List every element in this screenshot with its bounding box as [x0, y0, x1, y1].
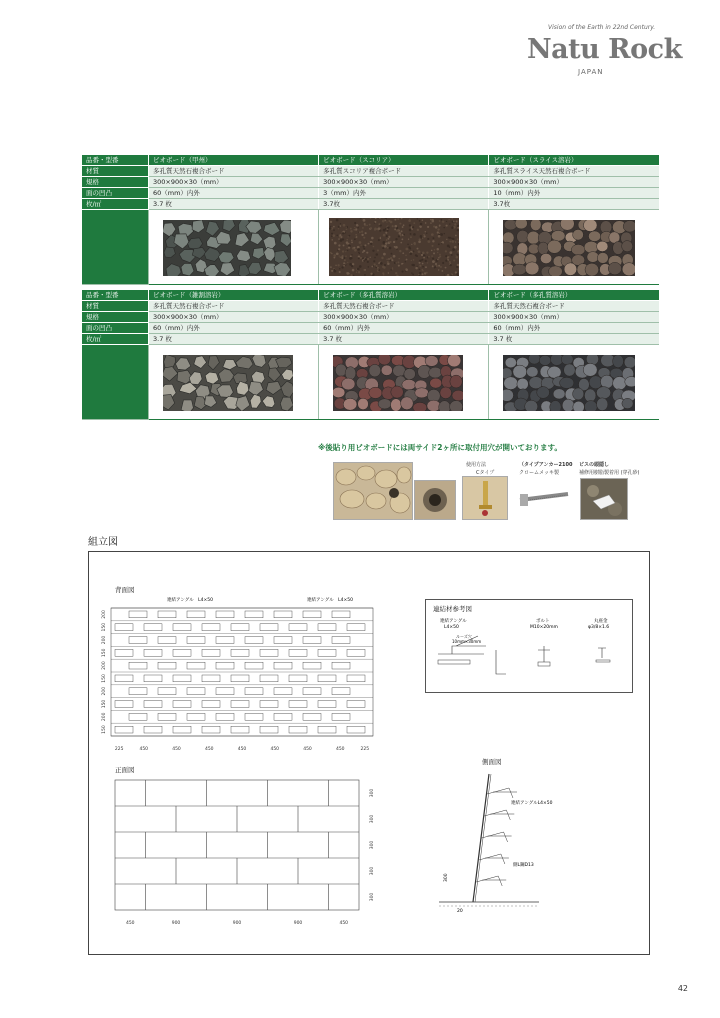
back-row-dim: 200	[102, 686, 107, 696]
back-row-dim: 150	[102, 648, 107, 658]
label-material: 材質	[82, 166, 149, 177]
product-name: ビオボード（甲州）	[149, 155, 319, 166]
relief-value: 60（mm）内外	[489, 323, 659, 334]
front-col-dim: 900	[232, 921, 242, 926]
relief-value: 60（mm）内外	[319, 323, 489, 334]
product-name: ビオボード（多孔質溶岩）	[489, 290, 659, 301]
product-name: ビオボード（雑割溶岩）	[149, 290, 319, 301]
image-label-cell	[82, 210, 149, 285]
hole-detail-photo	[333, 462, 413, 520]
back-col-dim: 450	[139, 747, 149, 752]
per-m2-value: 3.7枚	[489, 199, 659, 210]
front-col-dim: 450	[339, 921, 349, 926]
anchor-caption: （タイプアンカー2100	[519, 462, 573, 468]
label-size: 規格	[82, 177, 149, 188]
ctype-caption: Cタイプ	[476, 470, 495, 476]
logo-tagline: Vision of the Earth in 22nd Century.	[548, 24, 656, 31]
parts-drawing	[426, 614, 632, 690]
front-col-dim: 900	[293, 921, 303, 926]
loose-hole-size: 10mm×30mm	[452, 639, 482, 644]
side-angle-label: 連結アングルL4×50	[511, 801, 553, 806]
product-image-cell	[489, 210, 659, 285]
size-value: 300×900×30（mm）	[149, 177, 319, 188]
back-row-dim: 150	[102, 699, 107, 709]
parts-title: 連結材参考図	[433, 605, 472, 613]
label-per-m2: 枚/㎡	[82, 334, 149, 345]
front-row-dim: 300	[370, 814, 375, 824]
bolt-part-label: ボルト	[536, 619, 550, 624]
logo-sub: JAPAN	[578, 68, 604, 76]
size-value: 300×900×30（mm）	[319, 177, 489, 188]
back-col-dim: 450	[204, 747, 214, 752]
screw-cap-photo	[580, 478, 628, 520]
size-value: 300×900×30（mm）	[489, 177, 659, 188]
material-value: 多孔質スライス天然石複合ボード	[489, 166, 659, 177]
label-relief: 面の凹凸	[82, 188, 149, 199]
size-value: 300×900×30（mm）	[149, 312, 319, 323]
angle-part-size: L4×50	[444, 625, 459, 630]
back-col-dim: 450	[237, 747, 247, 752]
back-view-drawing	[99, 594, 385, 754]
stone-panel-image	[503, 355, 635, 411]
back-row-dim: 200	[102, 712, 107, 722]
back-row-dim: 200	[102, 661, 107, 670]
stone-panel-image	[163, 355, 293, 411]
material-value: 多孔質天然石複合ボード	[149, 301, 319, 312]
stone-panel-image	[503, 220, 635, 276]
anchor-caption-2: クロームメッキ製	[519, 470, 560, 476]
size-value: 300×900×30（mm）	[489, 312, 659, 323]
back-row-dim: 150	[102, 674, 107, 683]
label-product: 品番・型番	[82, 155, 149, 166]
back-col-dim: 225	[360, 747, 370, 752]
side-dim-label: 20	[457, 909, 463, 914]
relief-value: 60（mm）内外	[149, 323, 319, 334]
spec-table-2	[82, 290, 659, 420]
assembly-frame	[88, 551, 650, 955]
angle-callout: 連結アングル L4×50	[167, 598, 213, 603]
assembly-title: 組立図	[88, 537, 118, 548]
label-per-m2: 枚/㎡	[82, 199, 149, 210]
relief-value: 60（mm）内外	[149, 188, 319, 199]
material-value: 多孔質スコリア複合ボード	[319, 166, 489, 177]
spec-table-1	[82, 155, 659, 285]
loose-hole-label: ルーズ穴	[456, 634, 472, 639]
side-row-dim: 300	[444, 873, 449, 882]
back-view-label: 背面図	[115, 586, 135, 594]
product-image-cell	[319, 345, 489, 420]
product-image-cell	[149, 345, 319, 420]
label-product: 品番・型番	[82, 290, 149, 301]
side-view-label: 側面図	[482, 758, 502, 766]
per-m2-value: 3.7 枚	[149, 199, 319, 210]
washer-part-size: φ3/8×1.6	[588, 625, 610, 630]
image-label-cell	[82, 345, 149, 420]
per-m2-value: 3.7枚	[319, 199, 489, 210]
parts-reference-box	[425, 599, 633, 693]
product-image-cell	[489, 345, 659, 420]
back-row-dim: 200	[102, 635, 107, 645]
stone-panel-image	[333, 355, 463, 411]
screw-caption: ビスの頭隠し	[579, 462, 610, 468]
front-row-dim: 300	[370, 892, 375, 902]
per-m2-value: 3.7 枚	[149, 334, 319, 345]
usage-caption: 使用方法	[466, 462, 487, 468]
front-col-dim: 450	[125, 921, 135, 926]
screw-caption-2: 補修用樹脂製着用 (穿孔砂)	[579, 470, 640, 476]
bolt-part-size: M10×20mm	[530, 625, 558, 630]
angle-part-label: 連結アングル	[440, 619, 467, 624]
product-name: ビオボード（多孔質溶岩）	[319, 290, 489, 301]
size-value: 300×900×30（mm）	[319, 312, 489, 323]
mounting-hole-note: ※後貼り用ビオボードには両サイド2ヶ所に取付用穴が開いております。	[318, 443, 562, 452]
product-name: ビオボード（スコリア）	[319, 155, 489, 166]
front-col-dim: 900	[171, 921, 181, 926]
material-value: 多孔質天然石複合ボード	[489, 301, 659, 312]
front-view-drawing	[111, 774, 397, 934]
product-image-cell	[319, 210, 489, 285]
back-col-dim: 225	[114, 747, 124, 752]
relief-value: 3（mm）内外	[319, 188, 489, 199]
back-row-dim: 150	[102, 725, 107, 734]
per-m2-value: 3.7 枚	[319, 334, 489, 345]
front-row-dim: 300	[370, 866, 375, 876]
label-size: 規格	[82, 312, 149, 323]
hole-closeup-photo	[414, 480, 456, 520]
front-view-label: 正面図	[115, 766, 135, 774]
stone-panel-image	[329, 218, 459, 276]
label-relief: 面の凹凸	[82, 323, 149, 334]
back-col-dim: 450	[303, 747, 312, 752]
back-row-dim: 150	[102, 622, 107, 632]
front-row-dim: 300	[370, 840, 375, 850]
washer-part-label: 丸座金	[594, 619, 608, 624]
anchor-usage-photo	[462, 476, 508, 520]
relief-value: 10（mm）内外	[489, 188, 659, 199]
per-m2-value: 3.7 枚	[489, 334, 659, 345]
back-row-dim: 200	[102, 610, 107, 619]
label-material: 材質	[82, 301, 149, 312]
material-value: 多孔質天然石複合ボード	[319, 301, 489, 312]
anchor-bolt-image	[516, 480, 572, 514]
logo-wordmark: Natu Rock	[527, 34, 682, 65]
angle-callout: 連結アングル L4×50	[307, 598, 353, 603]
product-image-cell	[149, 210, 319, 285]
side-view-drawing	[429, 766, 569, 916]
product-name: ビオボード（スライス溶岩）	[489, 155, 659, 166]
front-row-dim: 300	[370, 788, 375, 798]
material-value: 多孔質天然石複合ボード	[149, 166, 319, 177]
page-number: 42	[677, 984, 688, 993]
back-col-dim: 450	[335, 747, 345, 752]
back-col-dim: 450	[172, 747, 181, 752]
stone-panel-image	[163, 220, 291, 276]
side-rebar-label: 側L鋼D13	[513, 863, 534, 868]
back-col-dim: 450	[270, 747, 280, 752]
